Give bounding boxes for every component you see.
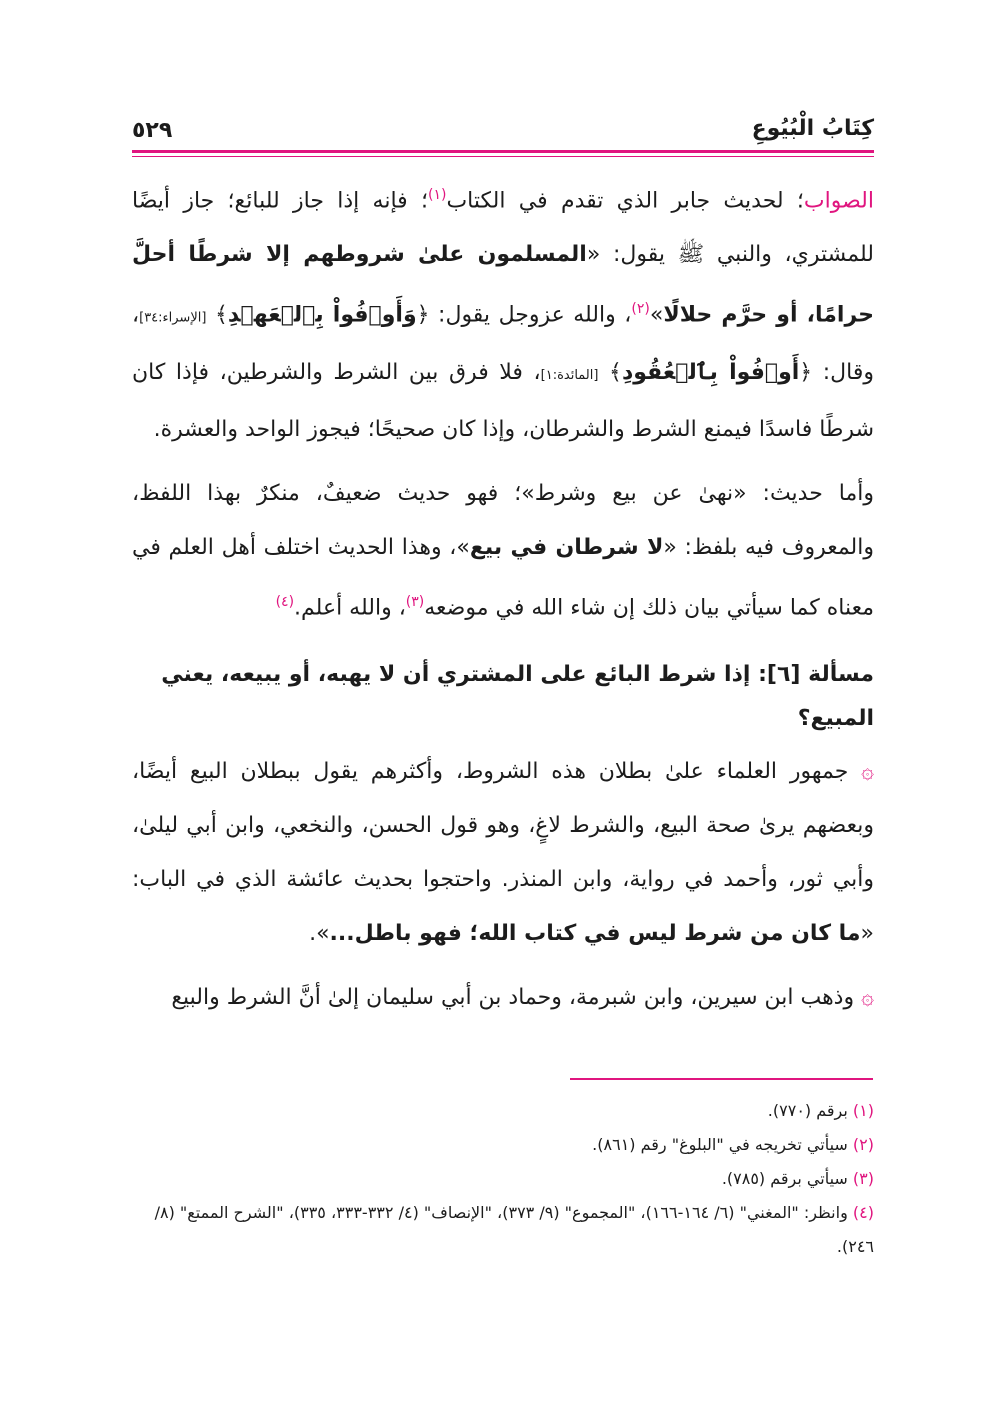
issue-heading [132,653,874,741]
text-run: ؛ فإنه إذا جاز للبائع؛ جاز أيضًا للمشتري، والنبي ﷺ يقول: « [132,188,874,268]
footnote-2 [132,1128,874,1162]
footnote-ref-2[interactable]: (٢) [631,301,650,318]
issue-label: مسألة [٦]: [758,661,874,687]
text-run: ، والله عزوجل يقول: ﴿ [416,302,632,328]
footnote-text: سيأتي برقم (٧٨٥). [721,1169,848,1188]
text-run: »، وهذا الحديث اختلف أهل العلم في معناه كما سيأتي بيان ذلك إن شاء الله في موضعه [132,534,874,620]
text-run: ، فلا فرق بين الشرط والشرطين، فإذا كان شرطًا فاسدًا فيمنع الشرط والشرطان، وإذا كان صحيحًا؛ فيجوز الواحد والعشرة. [132,359,874,442]
text-run: ﴾ [609,359,622,385]
text-run: ، وقال: ﴿ [132,302,875,385]
issue-title: إذا شرط البائع على المشتري أن لا يهبه، أو يبيعه، يعني المبيع؟ [161,661,874,731]
paragraph-2 [132,467,874,635]
header-rule-thin [132,156,874,157]
page-number: ٥٢٩ [132,118,173,143]
text-run: وأما حديث: « [733,480,874,506]
footnote-ref-4[interactable]: (٤) [275,593,295,610]
continued-word: الصواب [803,188,874,214]
text-run: ﴾ [214,302,228,328]
text-run: وذهب ابن سيرين، وابن شبرمة، وحماد بن أبي سليمان إلىٰ أنَّ الشرط والبيع [171,984,855,1010]
footnote-separator [570,1078,873,1080]
footnote-ref-3[interactable]: (٣) [405,593,425,610]
main-text [132,168,874,1025]
footnote-number: (٤) [852,1203,874,1222]
verse-reference: [الإسراء:٣٤] [139,310,207,326]
footnote-text: برقم (٧٧٠). [767,1101,848,1120]
paragraph-4 [132,971,874,1025]
header-rule-thick [132,150,874,153]
book-title: كِتَابُ الْبُيُوعِ [751,116,874,141]
footnote-ref-1[interactable]: (١) [428,187,447,203]
quran-quote: أَوۡفُواْ بِٱلۡعُقُودِ [621,359,800,385]
hadith-quote: لا شرطان في بيع [469,534,664,560]
hadith-quote: ما كان من شرط ليس في كتاب الله؛ فهو باطل... [329,920,861,946]
footnote-1 [132,1094,874,1128]
footnote-number: (٣) [852,1169,874,1188]
verse-reference: [المائدة:١] [540,367,599,383]
footnote-text: وانظر: "المغني" (٦/ ١٦٤-١٦٦)، "المجموع" (٩/ ٣٧٣)، "الإنصاف" (٤/ ٣٣٢-٣٣٣، ٣٣٥)، "الشرح الممتع" (٨/ ٢٤٦). [154,1203,874,1256]
hadith-quote: نهىٰ عن بيع وشرط [534,480,734,506]
text-run: ، والله أعلم. [294,594,406,620]
quran-quote: وَأَوۡفُواْ بِٱلۡعَهۡدِ [227,302,417,328]
footnote-4 [132,1196,874,1264]
paragraph-3 [132,745,874,961]
text-run: ». [309,920,330,946]
footnotes [132,1094,874,1264]
footnote-text: سيأتي تخريجه في "البلوغ" رقم (٨٦١). [592,1135,848,1154]
paragraph-1 [132,168,874,457]
text-run: »؛ فهو حديث ضعيفٌ، منكرٌ بهذا اللفظ، والمعروف فيه بلفظ: « [132,480,874,560]
hadith-quote: المسلمون علىٰ شروطهم إلا شرطًا أحلَّ حرامًا، أو حرَّم حلالًا [132,242,874,328]
text-run: » [649,302,664,328]
bullet-flower-icon: ۞ [861,984,874,1010]
footnote-3 [132,1162,874,1196]
footnote-number: (١) [852,1101,874,1120]
bullet-flower-icon: ۞ [861,758,874,784]
footnote-number: (٢) [852,1135,874,1154]
text-run: ؛ لحديث جابر الذي تقدم في الكتاب [446,188,804,214]
text-run: جمهور العلماء علىٰ بطلان هذه الشروط، وأكثرهم يقول ببطلان البيع أيضًا، وبعضهم يرىٰ صحة البيع، والشرط لاغٍ، وهو قول الحسن، والنخعي، وابن أبي ليلىٰ، وأبي ثور، وأحمد في رواية، وابن المنذر. واحتجوا بحديث عائشة الذي في الباب: « [132,758,874,946]
